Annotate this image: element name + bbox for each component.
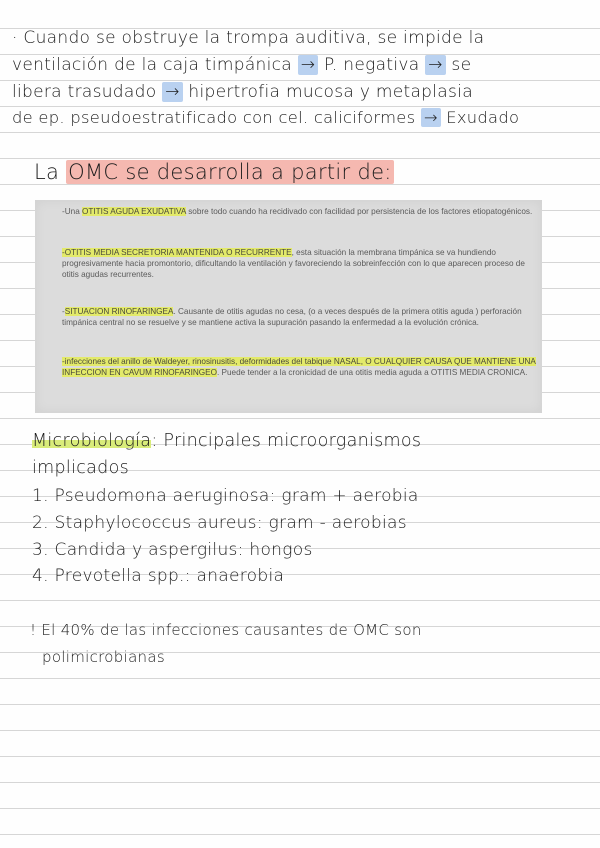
printed-item-2: -OTITIS MEDIA SECRETORIA MANTENIDA O RECURRENTE, esta situación la membrana timpánica se va hundiendo progresivamente hacia promontorio, dificultando la ventilación y favoreciendo la sobreinfección con lo que aparecen proceso de otitis agudas recurrentes. bbox=[62, 248, 525, 279]
arrow-highlight-3: → bbox=[162, 82, 183, 102]
omc-heading bbox=[34, 160, 394, 184]
printed-item-3: -SITUACION RINOFARINGEA. Causante de otitis agudas no cesa, (o a veces después de la primera otitis aguda ) perforación timpánica central no se resuelve y se mantiene activa la supuración pasando la enfermedad a la evolución crónica. bbox=[62, 307, 522, 327]
para1-line2-text-b: P. negativa bbox=[323, 55, 420, 75]
printed-highlight: SITUACION RINOFARINGEA bbox=[64, 307, 174, 316]
printed-highlight: -infecciones del anillo de Waldeyer, rinosinusitis, deformidades del tabique NASAL, O CUALQUIER CAUSA QUE MANTIENE UNA INFECCION EN CAVUM RINOFARINGEO bbox=[62, 357, 536, 377]
para1-line3 bbox=[12, 82, 592, 102]
arrow-highlight-4: → bbox=[421, 108, 441, 127]
para1-line4 bbox=[12, 108, 592, 127]
omc-heading-prefix: La bbox=[34, 160, 60, 184]
micro-title: Microbiología bbox=[32, 431, 152, 451]
printed-highlight: -OTITIS MEDIA SECRETORIA MANTENIDA O RECURRENTE bbox=[62, 248, 292, 257]
micro-item-4: 4. Prevotella spp.: anaerobia bbox=[32, 566, 285, 586]
para1-line3-text-b: hipertrofia mucosa y metaplasia bbox=[188, 82, 473, 102]
printed-item-4: -infecciones del anillo de Waldeyer, rinosinusitis, deformidades del tabique NASAL, O CUALQUIER CAUSA QUE MANTIENE UNA INFECCION EN CAVUM RINOFARINGEO. Puede tender a la cronicidad de una otitis media aguda a OTITIS MEDIA CRONICA. bbox=[62, 357, 536, 377]
para1-line4-text: de ep. pseudoestratificado con cel. caliciformes bbox=[12, 108, 416, 127]
printed-item-1: -Una OTITIS AGUDA EXUDATIVA sobre todo cuando ha recidivado con facilidad por persistencia de los factores etiopatogénicos. bbox=[62, 207, 533, 216]
note-line2: polimicrobianas bbox=[42, 648, 165, 666]
printed-excerpt bbox=[35, 200, 542, 413]
omc-heading-highlight: OMC se desarrolla a partir de: bbox=[68, 160, 392, 184]
para1-line2-text-c: se bbox=[451, 55, 472, 75]
micro-item-1: 1. Pseudomona aeruginosa: gram + aerobia bbox=[32, 486, 419, 506]
printed-highlight: OTITIS AGUDA EXUDATIVA bbox=[82, 207, 186, 216]
arrow-highlight: → bbox=[298, 55, 319, 75]
para1-line1: · Cuando se obstruye la trompa auditiva, se impide la bbox=[12, 28, 485, 48]
micro-title-rest: : Principales microorganismos bbox=[151, 431, 422, 451]
micro-item-3: 3. Candida y aspergilus: hongos bbox=[32, 540, 313, 560]
para1-line3-text: libera trasudado bbox=[12, 82, 157, 102]
micro-item-2: 2. Staphylococcus aureus: gram - aerobias bbox=[32, 513, 407, 533]
arrow-highlight-2: → bbox=[425, 55, 446, 75]
micro-title-line2: implicados bbox=[32, 458, 130, 478]
para1-line2-text: ventilación de la caja timpánica bbox=[12, 55, 292, 75]
para1-line4-text-b: Exudado bbox=[446, 108, 520, 127]
micro-title-line bbox=[32, 431, 421, 451]
para1-line2 bbox=[12, 55, 592, 75]
note-line1: ! El 40% de las infecciones causantes de OMC son bbox=[30, 621, 422, 639]
